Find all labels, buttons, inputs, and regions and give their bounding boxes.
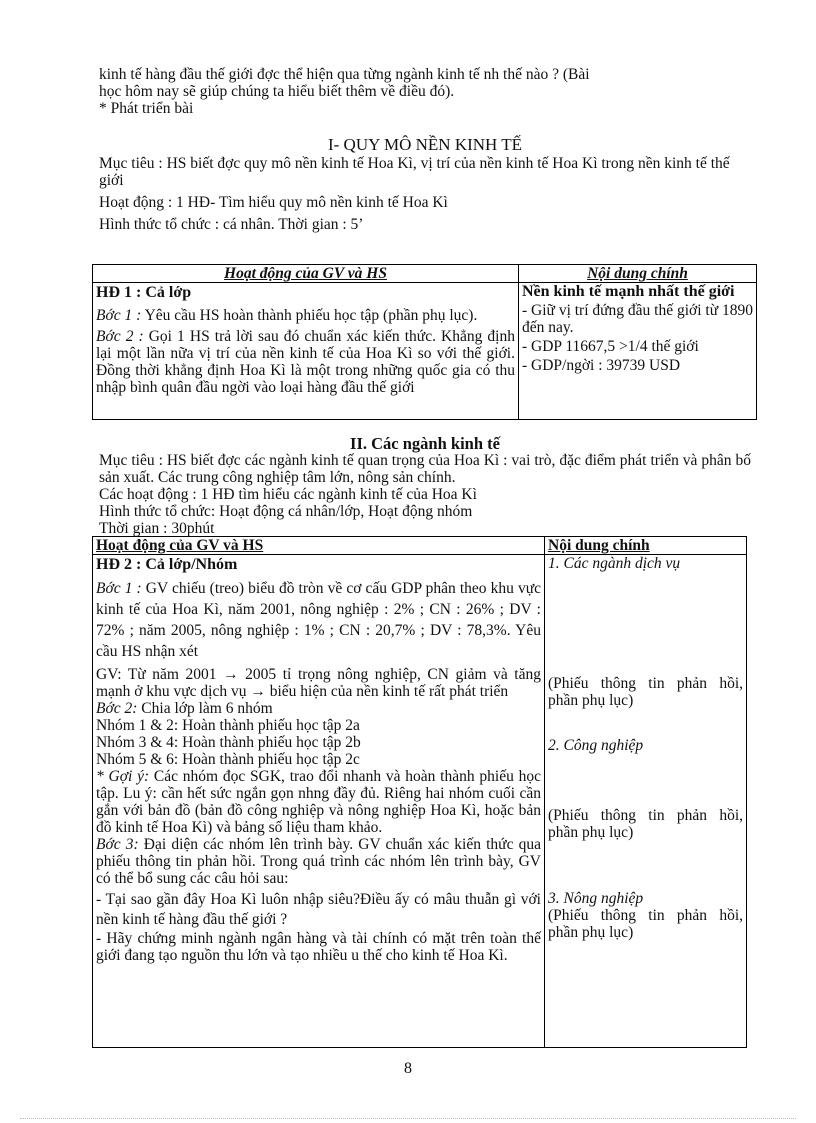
table-2-step-1-text: GV chiếu (treo) biểu đồ tròn về cơ cấu GDP phân theo khu vực kinh tế của Hoa Kì, năm 2001, nông nghiệp : 2% ; CN : 26% ; DV : 72% ; năm 2005, nông nghiệp : 1% ; CN : 20,7% ; DV : 78,3%. Yêu cầu HS nhận xét — [96, 580, 541, 660]
table-1-header-left: Hoạt động của GV và HS — [93, 265, 519, 283]
intro-line-1: kinh tế hàng đầu thế giới đợc thể hiện qua từng ngành kinh tế nh thế nào ? (Bài — [99, 66, 590, 83]
table-2-gv-text-c: biểu hiện của nền kinh tế rất phát triển — [265, 683, 509, 700]
table-2-right-services: 1. Các ngành dịch vụ — [548, 555, 681, 572]
table-2-step-1 — [96, 578, 541, 662]
section-1-format: Hình thức tổ chức : cá nhân. Thời gian : 5’ — [99, 216, 364, 233]
table-2-hint — [96, 768, 541, 836]
section-2-activities: Các hoạt động : 1 HĐ tìm hiểu các ngành kinh tế của Hoa Kì — [99, 486, 477, 503]
table-2-step-2 — [96, 700, 541, 717]
section-2-objective: Mục tiêu : HS biết đợc các ngành kinh tế quan trọng của Hoa Kì : vai trò, đặc điểm phát triển và phân bố sản xuất. Các trung công nghiệp tâm lớn, nông sản chính. — [99, 452, 751, 486]
table-1-step-2-label: Bớc 2 : — [96, 328, 144, 345]
section-1-info — [99, 155, 751, 233]
section-2-time: Thời gian : 30phút — [99, 520, 215, 537]
table-2-group-3: Nhóm 5 & 6: Hoàn thành phiếu học tập 2c — [96, 751, 360, 768]
table-2-header-right: Nội dung chính — [545, 537, 747, 555]
table-2-question-2: - Hãy chứng minh ngành ngân hàng và tài chính có mặt trên toàn thế giới đang tạo nguồn thu lớn và tạo nhiều u thế cho kinh tế Hoa Kì. — [96, 930, 541, 964]
table-1-right-item-2: - GDP 11667,5 >1/4 thế giới — [522, 338, 699, 355]
table-2-group-2: Nhóm 3 & 4: Hoàn thành phiếu học tập 2b — [96, 734, 361, 751]
table-activity-2 — [92, 536, 747, 1048]
table-2-gv-note — [96, 666, 541, 700]
table-2-step-3-label: Bớc 3: — [96, 836, 139, 853]
table-1-right-item-3: - GDP/ngời : 39739 USD — [522, 357, 681, 374]
section-1-activity: Hoạt động : 1 HĐ- Tìm hiểu quy mô nền kinh tế Hoa Kì — [99, 194, 448, 211]
table-2-header-left: Hoạt động của GV và HS — [93, 537, 545, 555]
arrow-right-icon: → — [223, 666, 239, 683]
table-2-step-3 — [96, 836, 541, 887]
page-number: 8 — [404, 1060, 412, 1077]
table-2-right-feedback-1: (Phiếu thông tin phản hồi, phần phụ lục) — [548, 675, 743, 709]
section-2-title: II. Các ngành kinh tế — [350, 434, 500, 453]
table-1-left-cell — [93, 283, 519, 420]
section-1-objective: Mục tiêu : HS biết đợc quy mô nền kinh tế Hoa Kì, vị trí của nền kinh tế Hoa Kì trong nền kinh tế thế giới — [99, 155, 730, 189]
table-2-step-3-text: Đại diện các nhóm lên trình bày. GV chuẩn xác kiến thức qua phiếu thông tin phản hồi. Trong quá trình các nhóm lên trình bày, GV có thể bổ sung các câu hỏi sau: — [96, 836, 541, 887]
table-2-hint-text: Các nhóm đọc SGK, trao đổi nhanh và hoàn thành phiếu học tập. Lu ý: cần hết sức ngắn gọn nhng đầy đủ. Riêng hai nhóm cuối cần gắn với bản đồ (bản đồ công nghiệp và nông nghiệp Hoa Kì, hoặc bản đồ kinh tế Hoa Kì) và bảng số liệu tham khảo. — [96, 768, 541, 836]
table-2-hint-label: * Gợi ý: — [96, 768, 150, 785]
table-1-step-1-text: Yêu cầu HS hoàn thành phiếu học tập (phần phụ lục). — [141, 307, 478, 324]
table-1-left-title: HĐ 1 : Cả lớp — [96, 284, 192, 301]
table-1-right-cell — [519, 283, 757, 420]
section-2-format: Hình thức tổ chức: Hoạt động cá nhân/lớp, Hoạt động nhóm — [99, 503, 473, 520]
footer-divider — [20, 1118, 796, 1119]
table-2-step-2-label: Bớc 2: — [96, 700, 138, 717]
table-activity-1 — [92, 264, 757, 420]
table-2-group-1: Nhóm 1 & 2: Hoàn thành phiếu học tập 2a — [96, 717, 360, 734]
table-2-step-2-text: Chia lớp làm 6 nhóm — [137, 700, 273, 717]
intro-line-2: học hôm nay sẽ giúp chúng ta hiểu biết thêm về điều đó). — [99, 83, 455, 100]
table-2-right-feedback-2: (Phiếu thông tin phản hồi, phần phụ lục) — [548, 807, 743, 841]
table-2-question-1: - Tại sao gần đây Hoa Kì luôn nhập siêu?Điều ấy có mâu thuẫn gì với nền kinh tế hàng đầu thế giới ? — [96, 891, 541, 928]
section-1-title: I- QUY MÔ NỀN KINH TẾ — [327, 135, 523, 154]
section-2-info — [99, 452, 751, 537]
table-1-right-item-1: - Giữ vị trí đứng đầu thế giới từ 1890 đến nay. — [522, 302, 754, 336]
arrow-right-icon: → — [250, 683, 266, 700]
table-2-right-cell — [545, 555, 747, 1048]
table-1-right-title: Nền kinh tế mạnh nhất thế giới — [522, 283, 735, 300]
table-2-gv-text-a: GV: Từ năm 2001 — [96, 666, 224, 683]
table-2-gv-text-b: 2005 tỉ trọng nông nghiệp, CN giảm và tăng mạnh ở khu vực dịch vụ — [96, 666, 541, 700]
intro-paragraph — [99, 66, 751, 117]
table-1-step-2 — [96, 328, 515, 396]
table-2-left-title: HĐ 2 : Cả lớp/Nhóm — [96, 556, 238, 573]
table-2-right-industry: 2. Công nghiệp — [548, 737, 644, 754]
table-1-header-right: Nội dung chính — [519, 265, 757, 283]
table-1-step-2-text: Gọi 1 HS trả lời sau đó chuẩn xác kiến thức. Khẳng định lại một lần nữa vị trí của nền kinh tế của Hoa Kì so với thế giới. Đồng thời khẳng định Hoa Kì là một trong những quốc gia có thu nhập bình quân đầu ngời vào loại hàng đầu thế giới — [96, 328, 515, 396]
table-2-step-1-label: Bớc 1 : — [96, 580, 142, 597]
table-2-left-cell — [93, 555, 545, 1048]
table-1-step-1-label: Bớc 1 : — [96, 307, 142, 324]
table-2-right-feedback-3: (Phiếu thông tin phản hồi, phần phụ lục) — [548, 907, 743, 941]
intro-line-3: * Phát triển bài — [99, 100, 194, 117]
table-2-right-agriculture: 3. Nông nghiệp — [548, 890, 644, 907]
table-1-step-1 — [96, 307, 515, 324]
